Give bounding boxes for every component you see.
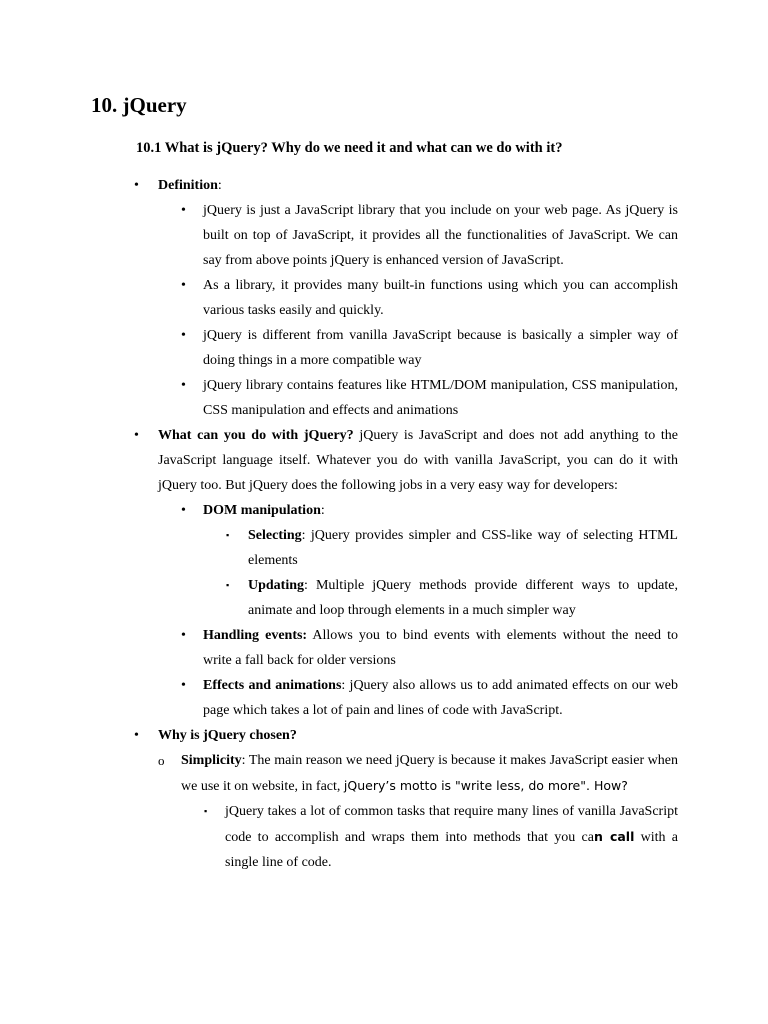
- list-item-what-can-do: [0, 423, 768, 498]
- definition-text: jQuery is just a JavaScript library that you include on your web page. As jQuery is built on top of JavaScript, it provides all the functionalities of JavaScript. We can say from above points jQuery is enhanced version of JavaScript.: [203, 203, 678, 268]
- list-item: [0, 373, 768, 423]
- square-bullet-icon: ▪: [204, 806, 208, 816]
- content-body: [0, 173, 768, 875]
- bullet-icon: •: [181, 678, 186, 693]
- bullet-icon: •: [134, 178, 139, 193]
- selecting-label: Selecting: [248, 528, 302, 543]
- bullet-icon: •: [181, 278, 186, 293]
- definition-text: As a library, it provides many built-in functions using which you can accomplish various tasks easily and quickly.: [203, 278, 678, 318]
- definition-text: jQuery is different from vanilla JavaScript because is basically a simpler way of doing things in a more compatible way: [203, 328, 678, 368]
- section-heading: 10.1 What is jQuery? Why do we need it and what can we do with it?: [136, 140, 563, 156]
- bullet-icon: •: [181, 378, 186, 393]
- bullet-icon: •: [181, 628, 186, 643]
- what-can-do-text: jQuery is JavaScript and does not add anything to the JavaScript language itself. Whatever you do with vanilla JavaScript, you can do it with jQuery too. But jQuery does the following jobs in a very easy way for developers:: [158, 428, 678, 493]
- list-item-effects: • Effects and animations: jQuery also allows us to add animated effects on our web page which takes a lot of pain and lines of code with JavaScript.: [0, 673, 768, 723]
- updating-label: Updating: [248, 578, 305, 593]
- definition-label: Definition: [158, 178, 218, 193]
- bullet-icon: •: [181, 203, 186, 218]
- circle-bullet-icon: o: [158, 753, 165, 768]
- list-item-simplicity: o Simplicity: The main reason we need jQuery is because it makes JavaScript easier when we use it on website, in fact, jQuery’s motto is "write less, do more". How?: [0, 748, 768, 799]
- list-item-selecting: ▪ Selecting: jQuery provides simpler and CSS-like way of selecting HTML elements: [0, 523, 768, 573]
- square-bullet-icon: ▪: [226, 580, 230, 590]
- list-item-why-chosen: [0, 723, 768, 748]
- list-item-definition: • Definition:: [0, 173, 768, 198]
- list-item-updating: ▪ Updating: Multiple jQuery methods provide different ways to update, animate and loop through elements in a much simpler way: [0, 573, 768, 623]
- list-item: [0, 198, 768, 273]
- bullet-icon: •: [134, 728, 139, 743]
- why-chosen-label: Why is jQuery chosen?: [158, 728, 297, 743]
- list-item-events: • Handling events: Allows you to bind events with elements without the need to write a fall back for older versions: [0, 623, 768, 673]
- jquery-motto: jQuery’s motto is "write less, do more". How?: [343, 778, 628, 793]
- list-item-dom: • DOM manipulation:: [0, 498, 768, 523]
- bullet-icon: •: [134, 428, 139, 443]
- effects-label: Effects and animations: [203, 678, 342, 693]
- bullet-icon: •: [181, 503, 186, 518]
- definition-text: jQuery library contains features like HTML/DOM manipulation, CSS manipulation, CSS manipulation and effects and animations: [203, 378, 678, 418]
- square-bullet-icon: ▪: [226, 530, 230, 540]
- dom-label: DOM manipulation: [203, 503, 321, 518]
- chapter-title: 10. jQuery: [91, 93, 187, 117]
- list-item-reason: ▪ jQuery takes a lot of common tasks that require many lines of vanilla JavaScript code to accomplish and wraps them into methods that you can call with a single line of code.: [0, 799, 768, 875]
- events-label: Handling events:: [203, 628, 308, 643]
- list-item: [0, 273, 768, 323]
- simplicity-label: Simplicity: [181, 753, 242, 768]
- list-item: [0, 323, 768, 373]
- bullet-icon: •: [181, 328, 186, 343]
- what-can-do-label: What can you do with jQuery?: [158, 428, 354, 443]
